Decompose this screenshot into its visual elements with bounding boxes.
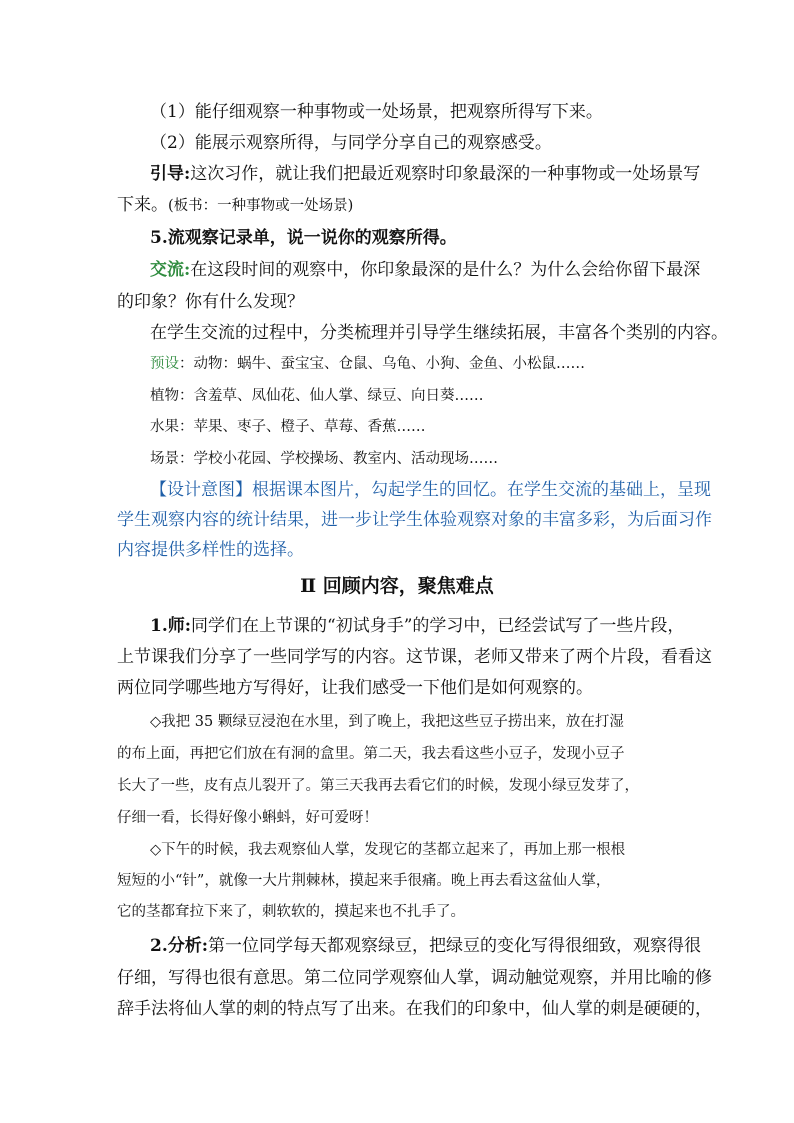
exchange-paragraph [150,258,700,282]
excerpt-2-line-3: 它的茎都耷拉下来了，刺软软的，摸起来也不扎手了。 [117,904,465,920]
guide-text-cont: 下来。 [117,195,168,215]
preset-animals-text: ：动物：蜗牛、蚕宝宝、仓鼠、乌龟、小狗、金鱼、小松鼠…… [179,356,585,372]
guide-paragraph-cont [117,193,353,218]
section-heading: Ⅱ 回顾内容，聚焦难点 [300,575,494,597]
preset-scenes: 场景：学校小花园、学校操场、教室内、活动现场…… [150,451,498,467]
analysis-text-2: 仔细，写得也很有意思。第二位同学观察仙人掌，调动触觉观察，并用比喻的修 [117,968,712,988]
board-note: (板书：一种事物或一处场景) [168,198,354,214]
analysis-label: 2.分析: [150,936,209,956]
exchange-instruction: 在学生交流的过程中，分类梳理并引导学生继续拓展，丰富各个类别的内容。 [150,323,728,343]
preset-fruits: 水果：苹果、枣子、橙子、草莓、香蕉…… [150,419,426,435]
preset-label: 预设 [150,356,179,372]
teacher-paragraph [150,614,684,638]
analysis-paragraph [150,934,701,958]
design-intent-line-3: 内容提供多样性的选择。 [117,540,304,560]
preset-plants: 植物：含羞草、凤仙花、仙人掌、绿豆、向日葵…… [150,388,484,404]
teacher-text-3: 两位同学哪些地方写得好，让我们感受一下他们是如何观察的。 [117,678,593,698]
objective-2: （2）能展示观察所得，与同学分享自己的观察感受。 [150,133,552,153]
preset-animals [150,352,585,376]
analysis-text: 第一位同学每天都观察绿豆，把绿豆的变化写得很细致，观察得很 [208,936,702,956]
design-intent-line-2: 学生观察内容的统计结果，进一步让学生体验观察对象的丰富多彩，为后面习作 [117,510,712,530]
exchange-text: 在这段时间的观察中，你印象最深的是什么？为什么会给你留下最深 [190,260,701,280]
teacher-label: 1.师: [150,616,192,636]
analysis-text-3: 辞手法将仙人掌的刺的特点写了出来。在我们的印象中，仙人掌的刺是硬硬的， [117,999,712,1019]
teacher-text-2: 上节课我们分享了一些同学写的内容。这节课，老师又带来了两个片段，看看这 [117,647,712,667]
excerpt-2-line-1: ◇下午的时候，我去观察仙人掌，发现它的茎都立起来了，再加上那一根根 [150,842,626,858]
guide-text: 这次习作，就让我们把最近观察时印象最深的一种事物或一处场景写 [190,164,701,184]
exchange-text-cont: 的印象？你有什么发现？ [117,292,304,312]
step-5-title: 5.流观察记录单，说一说你的观察所得。 [150,228,457,248]
design-intent-line-1: 【设计意图】根据课本图片，勾起学生的回忆。在学生交流的基础上，呈现 [150,480,711,500]
objective-1: （1）能仔细观察一种事物或一处场景，把观察所得写下来。 [150,102,603,122]
excerpt-2-line-2: 短短的小“针”，就像一大片荆棘林，摸起来手很痛。晚上再去看这盆仙人掌， [117,873,611,889]
teacher-text: 同学们在上节课的“初试身手”的学习中，已经尝试写了一些片段， [191,616,685,636]
exchange-label: 交流: [150,260,191,280]
guide-label: 引导: [150,164,191,184]
excerpt-1-line-4: 仔细一看，长得好像小蝌蚪，好可爱呀！ [117,810,378,826]
excerpt-1-line-2: 的布上面，再把它们放在有洞的盒里。第二天，我去看这些小豆子，发现小豆子 [117,746,625,762]
excerpt-1-line-3: 长大了一些，皮有点儿裂开了。第三天我再去看它们的时候，发现小绿豆发芽了， [117,778,639,794]
excerpt-1-line-1: ◇我把 35 颗绿豆浸泡在水里，到了晚上，我把这些豆子捞出来，放在打湿 [150,714,624,730]
guide-paragraph [150,162,700,186]
